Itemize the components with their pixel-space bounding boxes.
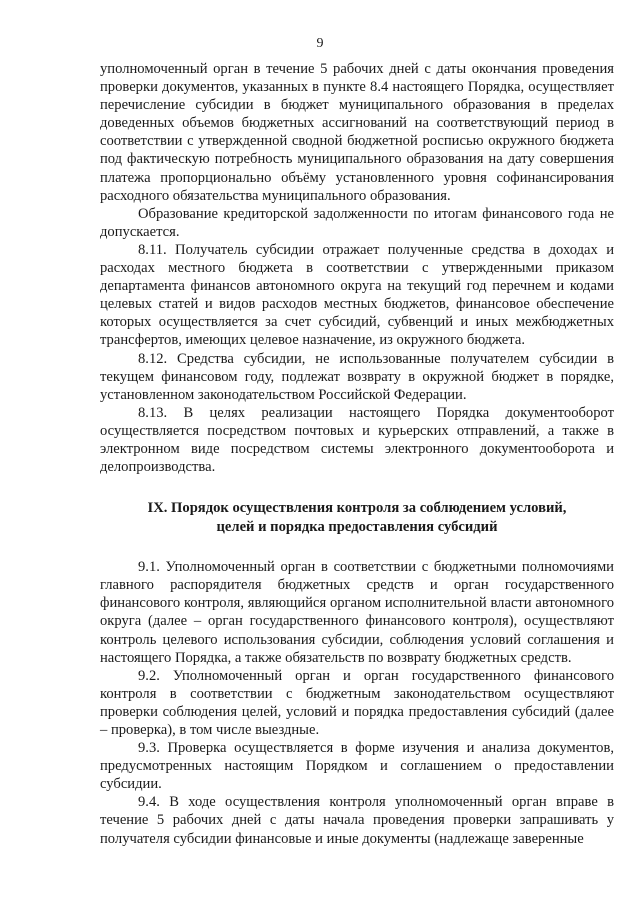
section-heading-line-1: IX. Порядок осуществления контроля за соблюдением условий, — [147, 500, 567, 517]
section-heading-line-2: целей и порядка предоставления субсидий — [216, 518, 498, 535]
paragraph-8-13: 8.13. В целях реализации настоящего Порядка документооборот осуществляется посредством почтовых и курьерских отправлений, а также в электронном виде посредством системы электронного документооборота и делопроизводства. — [100, 404, 614, 476]
paragraph-9-2: 9.2. Уполномоченный орган и орган государственного финансового контроля в соответствии с бюджетным законодательством осуществляют проверки соблюдения целей, условий и порядка предоставления субсидий (далее – проверка), в том числе выездные. — [100, 667, 614, 738]
paragraph-8-12: 8.12. Средства субсидии, не использованные получателем субсидии в текущем финансовом году, подлежат возврату в окружной бюджет в порядке, установленном законодательством Российской Федерации. — [100, 350, 614, 403]
paragraph-9-4: 9.4. В ходе осуществления контроля уполномоченный орган вправе в течение 5 рабочих дней с даты начала проведения проверки запрашивать у получателя субсидии финансовые и иные документы (надлежаще заверенные — [100, 794, 614, 847]
paragraph-8-11: 8.11. Получатель субсидии отражает полученные средства в доходах и расходах местного бюджета в соответствии с утвержденными приказом департамента финансов автономного округа на текущий год перечнем и кодами целевых статей и видов расходов местных бюджетов, финансовое обеспечение которых осуществляется за счет субсидий, субвенций и иных межбюджетных трансфертов, имеющих целевое назначение, из окружного бюджета. — [100, 241, 614, 349]
paragraph-9-1: 9.1. Уполномоченный орган в соответствии с бюджетными полномочиями главного распорядителя бюджетных средств и орган государственного финансового контроля, являющийся органом исполнительной власти автономного округа (далее – орган государственного финансового контроля), осуществляют контроль целевого использования субсидии, соблюдения условий соглашения и настоящего Порядка, а также обязательств по возврату бюджетных средств. — [100, 559, 614, 666]
page-number: 9 — [316, 36, 324, 51]
paragraph-creditor-debt: Образование кредиторской задолженности по итогам финансового года не допускается. — [100, 205, 614, 240]
paragraph-9-3: 9.3. Проверка осуществляется в форме изучения и анализа документов, предусмотренных настоящим Порядком и соглашением о предоставлении субсидии. — [100, 740, 614, 793]
paragraph-8-10-continuation: уполномоченный орган в течение 5 рабочих дней с даты окончания проведения проверки документов, указанных в пункте 8.4 настоящего Порядка, осуществляет перечисление субсидии в бюджет муниципального образования в пределах доведенных объемов бюджетных ассигнований на соответствующий период в соответствии с утвержденной сводной бюджетной росписью окружного бюджета под фактическую потребность муниципального образования на дату совершения платежа пропорционально объёму установленного уровня софинансирования расходного обязательства муниципального образования. — [100, 61, 614, 204]
section-heading — [100, 499, 614, 536]
document-body — [100, 60, 614, 848]
